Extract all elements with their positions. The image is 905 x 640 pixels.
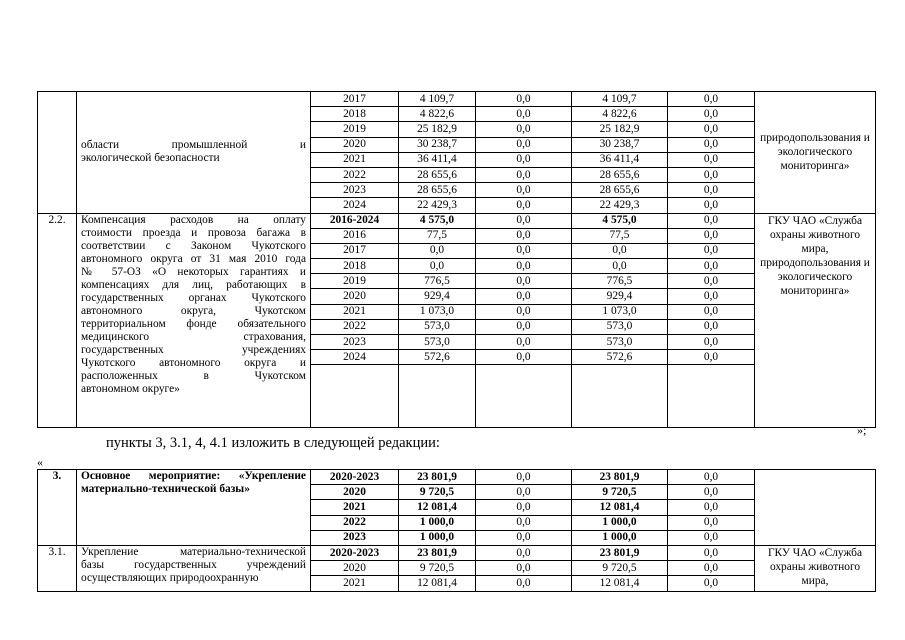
amendment-intro-text: пункты 3, 3.1, 4, 4.1 изложить в следующей редакции:: [106, 435, 440, 451]
total-cell: 12 081,4: [399, 576, 476, 591]
year-cell: 2020: [311, 561, 399, 576]
total-cell: 572,6: [399, 350, 476, 365]
district-cell: 77,5: [572, 228, 668, 243]
total-cell: 9 720,5: [399, 485, 476, 500]
federal-cell: 0,0: [476, 137, 572, 152]
district-cell: 573,0: [572, 319, 668, 334]
responsible-executor: [755, 470, 876, 546]
description-line: Компенсация расходов на оплату: [81, 213, 306, 226]
total-cell: 4 822,6: [399, 107, 476, 122]
total-cell: 36 411,4: [399, 152, 476, 167]
other-cell: 0,0: [668, 152, 755, 167]
year-cell: 2019: [311, 122, 399, 137]
federal-cell: 0,0: [476, 122, 572, 137]
district-cell: 9 720,5: [572, 485, 668, 500]
district-cell: 4 575,0: [572, 213, 668, 228]
total-cell: 12 081,4: [399, 500, 476, 515]
other-cell: 0,0: [668, 183, 755, 198]
federal-cell: 0,0: [476, 198, 572, 213]
description-line: № 57-ОЗ «О некоторых гарантиях и: [81, 265, 306, 278]
responsible-executor: ГКУ ЧАО «Служба охраны животного мира,: [755, 545, 876, 591]
description-line: Укрепление материально-технической: [81, 545, 306, 558]
federal-cell: 0,0: [476, 167, 572, 182]
other-cell: 0,0: [668, 470, 755, 485]
total-cell: 0,0: [399, 243, 476, 258]
program-table-new-edition: [37, 469, 876, 592]
federal-cell: 0,0: [476, 561, 572, 576]
description-line: расположенных в Чукотском: [81, 369, 306, 382]
year-cell: 2020: [311, 485, 399, 500]
federal-cell: 0,0: [476, 500, 572, 515]
total-cell: 573,0: [399, 335, 476, 350]
federal-cell: 0,0: [476, 92, 572, 107]
responsible-executor: природопользования и экологического мониторинга»: [755, 92, 876, 214]
closing-quote: »;: [857, 423, 867, 437]
district-cell: 4 109,7: [572, 92, 668, 107]
responsible-executor: ГКУ ЧАО «Служба охраны животного мира, природопользования и экологического мониторинга»: [755, 213, 876, 428]
federal-cell: 0,0: [476, 213, 572, 228]
other-cell: 0,0: [668, 485, 755, 500]
other-cell: [668, 365, 755, 428]
federal-cell: 0,0: [476, 335, 572, 350]
description-line: базы государственных учреждений: [81, 558, 306, 571]
other-cell: 0,0: [668, 304, 755, 319]
total-cell: 23 801,9: [399, 470, 476, 485]
year-cell: 2023: [311, 530, 399, 545]
other-cell: 0,0: [668, 92, 755, 107]
total-cell: 77,5: [399, 228, 476, 243]
district-cell: 4 822,6: [572, 107, 668, 122]
year-cell: 2017: [311, 243, 399, 258]
year-cell: 2016-2024: [311, 213, 399, 228]
district-cell: 776,5: [572, 274, 668, 289]
district-cell: 12 081,4: [572, 500, 668, 515]
district-cell: 25 182,9: [572, 122, 668, 137]
other-cell: 0,0: [668, 545, 755, 560]
year-cell: 2023: [311, 183, 399, 198]
total-cell: 929,4: [399, 289, 476, 304]
opening-quote: «: [37, 455, 43, 469]
description-line: территориальном фонде обязательного: [81, 317, 306, 330]
district-cell: 9 720,5: [572, 561, 668, 576]
description-line: стоимости проезда и провоза багажа в: [81, 226, 306, 239]
district-cell: 28 655,6: [572, 183, 668, 198]
other-cell: 0,0: [668, 350, 755, 365]
total-cell: 776,5: [399, 274, 476, 289]
other-cell: 0,0: [668, 259, 755, 274]
total-cell: 9 720,5: [399, 561, 476, 576]
description-line: государственных органах Чукотского: [81, 291, 306, 304]
year-cell: 2022: [311, 515, 399, 530]
federal-cell: 0,0: [476, 470, 572, 485]
federal-cell: 0,0: [476, 243, 572, 258]
federal-cell: 0,0: [476, 576, 572, 591]
total-cell: 28 655,6: [399, 183, 476, 198]
other-cell: 0,0: [668, 319, 755, 334]
district-cell: 22 429,3: [572, 198, 668, 213]
year-cell: 2024: [311, 350, 399, 365]
other-cell: 0,0: [668, 289, 755, 304]
year-cell: 2017: [311, 92, 399, 107]
description-line: государственных учреждениях: [81, 343, 306, 356]
table-row: [38, 92, 876, 107]
item-number: 3.: [38, 470, 77, 546]
district-cell: [572, 365, 668, 428]
district-cell: 572,6: [572, 350, 668, 365]
description-line: соответствии с Законом Чукотского: [81, 239, 306, 252]
total-cell: 573,0: [399, 319, 476, 334]
year-cell: 2019: [311, 274, 399, 289]
description-line: области промышленной и: [81, 139, 306, 152]
year-cell: 2016: [311, 228, 399, 243]
total-cell: 25 182,9: [399, 122, 476, 137]
district-cell: 0,0: [572, 243, 668, 258]
district-cell: 28 655,6: [572, 167, 668, 182]
federal-cell: 0,0: [476, 515, 572, 530]
description-line: автономном округе»: [81, 382, 180, 395]
year-cell: 2022: [311, 167, 399, 182]
district-cell: 0,0: [572, 259, 668, 274]
total-cell: 4 575,0: [399, 213, 476, 228]
district-cell: 30 238,7: [572, 137, 668, 152]
total-cell: 23 801,9: [399, 545, 476, 560]
other-cell: 0,0: [668, 167, 755, 182]
year-cell: 2020: [311, 137, 399, 152]
year-cell: 2023: [311, 335, 399, 350]
other-cell: 0,0: [668, 576, 755, 591]
other-cell: 0,0: [668, 198, 755, 213]
district-cell: 36 411,4: [572, 152, 668, 167]
description-line: Чукотского автономного округа и: [81, 356, 306, 369]
district-cell: 929,4: [572, 289, 668, 304]
federal-cell: 0,0: [476, 485, 572, 500]
other-cell: 0,0: [668, 335, 755, 350]
year-cell: 2022: [311, 319, 399, 334]
other-cell: 0,0: [668, 561, 755, 576]
description-line: Основное мероприятие: «Укрепление: [81, 470, 306, 482]
total-cell: 1 000,0: [399, 515, 476, 530]
item-description: [77, 213, 311, 428]
federal-cell: [476, 365, 572, 428]
year-cell: 2021: [311, 500, 399, 515]
total-cell: 4 109,7: [399, 92, 476, 107]
item-description: [77, 545, 311, 591]
district-cell: 12 081,4: [572, 576, 668, 591]
federal-cell: 0,0: [476, 152, 572, 167]
district-cell: 23 801,9: [572, 545, 668, 560]
item-description: [77, 470, 311, 546]
total-cell: 0,0: [399, 259, 476, 274]
other-cell: 0,0: [668, 213, 755, 228]
district-cell: 23 801,9: [572, 470, 668, 485]
other-cell: 0,0: [668, 243, 755, 258]
year-cell: 2020-2023: [311, 470, 399, 485]
other-cell: 0,0: [668, 122, 755, 137]
year-cell: 2021: [311, 152, 399, 167]
federal-cell: 0,0: [476, 228, 572, 243]
year-cell: 2018: [311, 107, 399, 122]
year-cell: 2021: [311, 576, 399, 591]
other-cell: 0,0: [668, 137, 755, 152]
table-row: [38, 545, 876, 560]
other-cell: 0,0: [668, 530, 755, 545]
other-cell: 0,0: [668, 500, 755, 515]
description-line: экологической безопасности: [81, 152, 220, 165]
federal-cell: 0,0: [476, 107, 572, 122]
item-number: [38, 92, 77, 214]
district-cell: 1 073,0: [572, 304, 668, 319]
item-number: 3.1.: [38, 545, 77, 591]
year-cell: 2021: [311, 304, 399, 319]
federal-cell: 0,0: [476, 183, 572, 198]
year-cell: 2020-2023: [311, 545, 399, 560]
federal-cell: 0,0: [476, 319, 572, 334]
district-cell: 1 000,0: [572, 530, 668, 545]
total-cell: 1 073,0: [399, 304, 476, 319]
year-cell: 2020: [311, 289, 399, 304]
description-line: медицинского страхования,: [81, 330, 306, 343]
other-cell: 0,0: [668, 228, 755, 243]
total-cell: [399, 365, 476, 428]
other-cell: 0,0: [668, 515, 755, 530]
description-line: автономного округа от 31 мая 2010 года: [81, 252, 306, 265]
district-cell: 1 000,0: [572, 515, 668, 530]
total-cell: 28 655,6: [399, 167, 476, 182]
total-cell: 22 429,3: [399, 198, 476, 213]
total-cell: 1 000,0: [399, 530, 476, 545]
table-row: [38, 470, 876, 485]
other-cell: 0,0: [668, 107, 755, 122]
federal-cell: 0,0: [476, 289, 572, 304]
year-cell: 2024: [311, 198, 399, 213]
program-table-continued: [37, 91, 876, 428]
description-line: материально-технической базы»: [81, 483, 250, 495]
district-cell: 573,0: [572, 335, 668, 350]
federal-cell: 0,0: [476, 530, 572, 545]
description-line: автономного округа, Чукотском: [81, 304, 306, 317]
federal-cell: 0,0: [476, 274, 572, 289]
item-number: 2.2.: [38, 213, 77, 428]
federal-cell: 0,0: [476, 350, 572, 365]
other-cell: 0,0: [668, 274, 755, 289]
description-line: осуществляющих природоохранную: [81, 571, 259, 584]
federal-cell: 0,0: [476, 259, 572, 274]
table-row: [38, 213, 876, 228]
year-cell: 2018: [311, 259, 399, 274]
federal-cell: 0,0: [476, 304, 572, 319]
federal-cell: 0,0: [476, 545, 572, 560]
year-cell: [311, 365, 399, 428]
description-line: компенсациях для лиц, работающих в: [81, 278, 306, 291]
total-cell: 30 238,7: [399, 137, 476, 152]
item-description: [77, 92, 311, 214]
